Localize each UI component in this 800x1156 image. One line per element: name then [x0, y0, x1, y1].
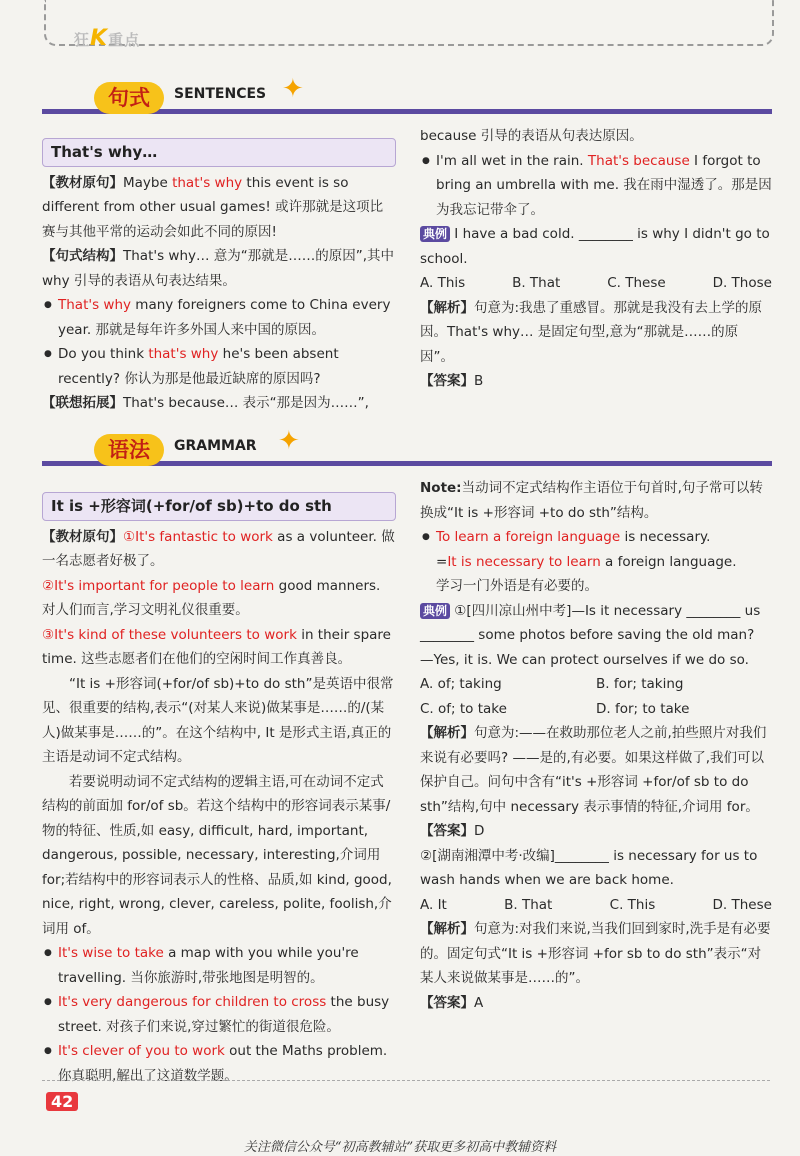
textbook-sentence: ③It's kind of these volunteers to work in their spare time. 这些志愿者们在他们的空闲时间工作真善良。 [42, 626, 391, 667]
section-title-cn: 语法 [94, 434, 164, 466]
textbook-sentence: 【教材原句】①It's fantastic to work as a volunteer. 做一名志愿者好极了。 [42, 528, 395, 569]
textbook-sentence: ②It's important for people to learn good manners. 对人们而言,学习文明礼仪很重要。 [42, 577, 381, 618]
grammar-section-header [42, 426, 772, 474]
grammar-right-column [420, 476, 772, 1015]
example-bullet: ● That's why many foreigners come to China every year. 那就是每年许多外国人来中国的原因。 [42, 293, 396, 342]
brand-logo: 狂K重点 [74, 26, 141, 51]
example-bullet: ● It's clever of you to work out the Maths problem. 你真聪明,解出了这道数学题。 [42, 1039, 396, 1088]
example-rewrite: =It is necessary to learn a foreign language. [436, 553, 737, 570]
answer-options: A. of; taking B. for; taking C. of; to take D. for; to take [420, 676, 690, 717]
section-title-cn: 句式 [94, 82, 164, 114]
example-question: ②[湖南湘潭中考·改编]________ is necessary for us to wash hands when we are back home. [420, 847, 758, 888]
page-number: 42 [46, 1092, 78, 1111]
answer: 【答案】D [420, 823, 485, 839]
footer-note: 关注微信公众号“初高教辅站”获取更多初高中教辅资料 [243, 1140, 557, 1155]
example-bullet: ● It's wise to take a map with you while you're travelling. 当你旅游时,带张地图是明智的。 [42, 941, 396, 990]
top-frame [44, 0, 774, 46]
extension-note: 【联想拓展】That's because… 表示“那是因为……”, [42, 395, 369, 411]
topic-heading: That's why… [42, 138, 396, 167]
section-title-en: SENTENCES [174, 86, 267, 102]
example-question: 典例 ①[四川凉山州中考]—Is it necessary ________ us ________ some photos before saving the old man? [420, 602, 761, 643]
analysis: 【解析】句意为:——在救助那位老人之前,拍些照片对我们来说有必要吗? ——是的,有必要。如果这样做了,我们可以保护自己。问句中含有“it's +形容词 +for/of sb to do sth”结构,句中 necessary 表示事情的特征,介词用 for。 [420, 725, 767, 815]
continued-text: because 引导的表语从句表达原因。 [420, 128, 643, 144]
answer: 【答案】A [420, 994, 484, 1011]
grammar-left-column [42, 492, 396, 1088]
answer-options: A. This B. That C. These D. Those [420, 275, 772, 291]
textbook-sentence: 【教材原句】Maybe that's why this event is so different from other usual games! 或许那就是这项比赛与其他平常的运动会如此不同的原因! [42, 174, 384, 240]
structure-note: 【句式结构】That's why… 意为“那就是……的原因”,其中 why 引导的表语从句表达结果。 [42, 248, 395, 289]
example-bullet: ● I'm all wet in the rain. That's because I forgot to bring an umbrella with me. 我在雨中湿透了。那是因为我忘记带伞了。 [420, 149, 772, 223]
example-bullet: ● Do you think that's why he's been absent recently? 你认为那是他最近缺席的原因吗? [42, 342, 396, 391]
bottom-rule [42, 1080, 770, 1081]
runner-icon: ✦ [282, 74, 304, 104]
topic-heading: It is +形容词(+for/of sb)+to do sth [42, 492, 396, 521]
example-bullet: ● It's very dangerous for children to cross the busy street. 对孩子们来说,穿过繁忙的街道很危险。 [42, 990, 396, 1039]
example-question-reply: —Yes, it is. We can protect ourselves if we do so. [420, 651, 749, 668]
sentences-left-column [42, 138, 396, 416]
explanation-paragraph: 若要说明动词不定式结构的逻辑主语,可在动词不定式结构的前面加 for/of sb。若这个结构中的形容词表示某事/物的特征、性质,如 easy, difficult, hard, important, dangerous, possible, necessary, interesting,介词用 for;若结构中的形容词表示人的性格、品质,如 kind, good, nice, right, wrong, clever, careless, polite, foolish,介词用 of。 [42, 773, 392, 937]
sentences-section-header [42, 74, 772, 122]
runner-icon: ✦ [278, 426, 300, 456]
example-question: 典例 I have a bad cold. ________ is why I didn't go to school. [420, 226, 770, 267]
section-title-en: GRAMMAR [174, 438, 257, 454]
analysis: 【解析】句意为:对我们来说,当我们回到家时,洗手是有必要的。固定句式“It is +形容词 +for sb to do sth”表示“对某人来说做某事是……的”。 [420, 921, 771, 986]
sentences-right-column [420, 124, 772, 394]
answer: 【答案】B [420, 373, 484, 389]
analysis: 【解析】句意为:我患了重感冒。那就是我没有去上学的原因。That's why… 是固定句型,意为“那就是……的原因”。 [420, 299, 763, 365]
explanation-paragraph: “It is +形容词(+for/of sb)+to do sth”是英语中很常见、很重要的结构,表示“(对某人来说)做某事是……的/(某人)做某事是……的”。在这个结构中, It 是形式主语,真正的主语是动词不定式结构。 [42, 675, 394, 765]
answer-options: A. It B. That C. This D. These [420, 896, 772, 913]
example-bullet: ● To learn a foreign language is necessary. [420, 525, 772, 550]
note: Note:当动词不定式结构作主语位于句首时,句子常可以转换成“It is +形容词 +to do sth”结构。 [420, 480, 763, 521]
example-translation: 学习一门外语是有必要的。 [436, 578, 598, 594]
